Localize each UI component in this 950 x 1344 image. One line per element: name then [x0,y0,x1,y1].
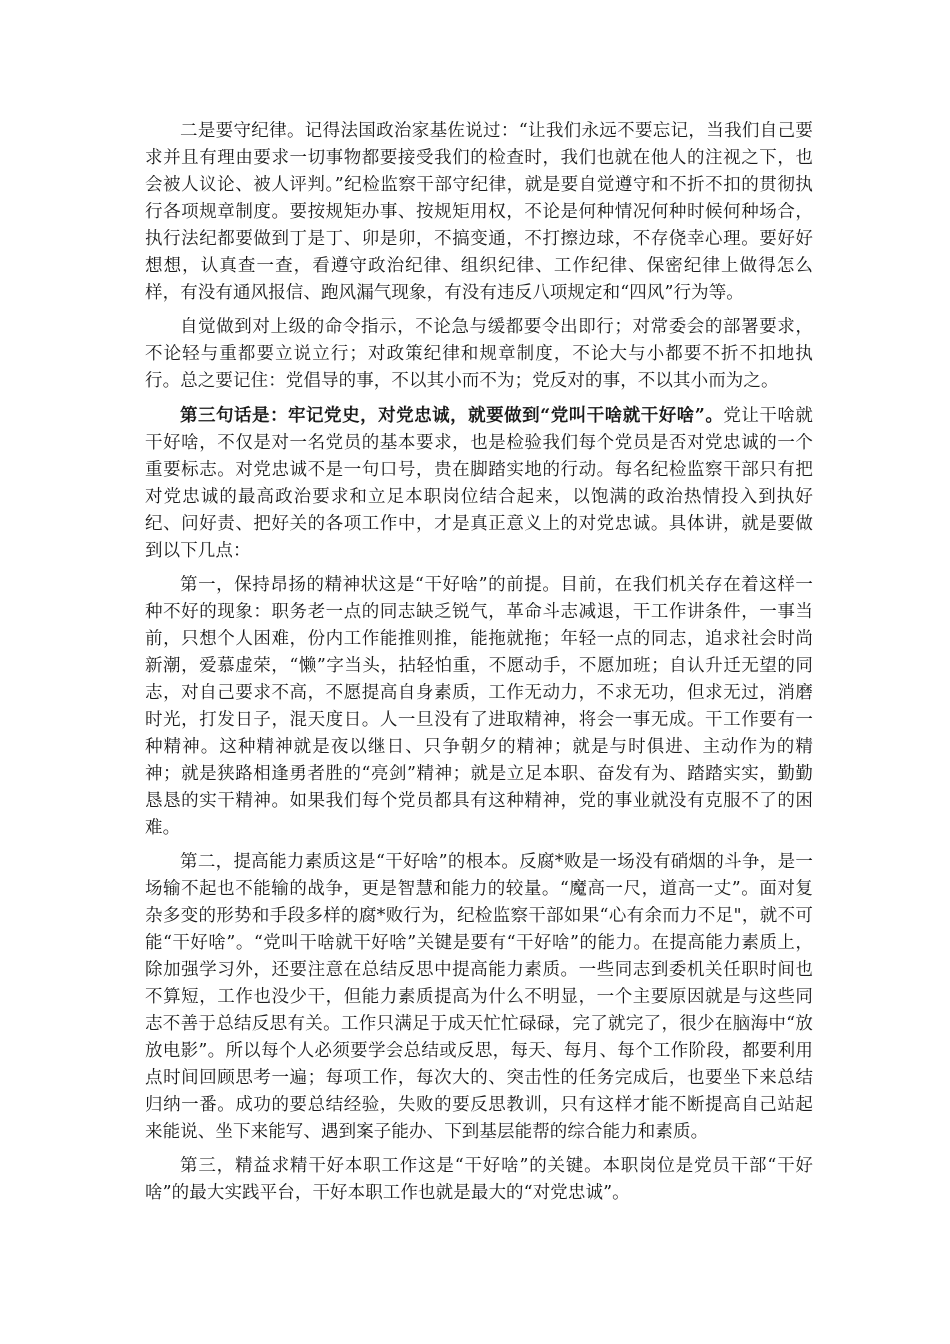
paragraph-first-spirit: 第一，保持昂扬的精神状这是“干好啥”的前提。目前，在我们机关存在着这样一种不好的现象：职务老一点的同志缺乏锐气，革命斗志减退，干工作讲条件，一事当前，只想个人困难，份内工作能推则推，能拖就拖；年轻一点的同志，追求社会时尚新潮，爱慕虚荣，“懒”字当头，拈轻怕重，不愿动手，不愿加班；自认升迁无望的同志，对自己要求不高，不愿提高自身素质，工作无动力，不求无功，但求无过，消磨时光，打发日子，混天度日。人一旦没有了进取精神，将会一事无成。干工作要有一种精神。这种精神就是夜以继日、只争朝夕的精神；就是与时俱进、主动作为的精神；就是狭路相逢勇者胜的“亮剑”精神；就是立足本职、奋发有为、踏踏实实，勤勤恳恳的实干精神。如果我们每个党员都具有这种精神，党的事业就没有克服不了的困难。 [145,575,813,838]
paragraph-third-point-body: 党让干啥就干好啥，不仅是对一名党员的基本要求，也是检验我们每个党员是否对党忠诚的一个重要标志。对党忠诚不是一句口号，贵在脚踏实地的行动。每名纪检监察干部只有把对党忠诚的最高政治要求和立足本职岗位结合起来，以饱满的政治热情投入到执好纪、问好责、把好关的各项工作中，才是真正意义上的对党忠诚。具体讲，就是要做到以下几点： [145,406,814,561]
paragraph-second-ability: 第二，提高能力素质这是“干好啥”的根本。反腐*败是一场没有硝烟的斗争，是一场输不起也不能输的战争，更是智慧和能力的较量。“魔高一尺，道高一丈”。面对复杂多变的形势和手段多样的腐*败行为，纪检监察干部如果“心有余而力不足"，就不可能“干好啥”。“党叫干啥就干好啥”关键是要有“干好啥”的能力。在提高能力素质上，除加强学习外，还要注意在总结反思中提高能力素质。一些同志到委机关任职时间也不算短，工作也没少干，但能力素质提高为什么不明显，一个主要原因就是与这些同志不善于总结反思有关。工作只满足于成天忙忙碌碌，完了就完了，很少在脑海中“放放电影”。所以每个人必须要学会总结或反思，每天、每月、每个工作阶段，都要利用点时间回顾思考一遍；每项工作，每次大的、突击性的任务完成后，也要坐下来总结归纳一番。成功的要总结经验，失败的要反思教训，只有这样才能不断提高自己站起来能说、坐下来能写、遇到案子能办、下到基层能帮的综合能力和素质。 [145,852,813,1142]
paragraph-third-point [145,403,813,565]
paragraph-third-duty: 第三，精益求精干好本职工作这是“干好啥”的关键。本职岗位是党员干部“干好啥”的最大实践平台，干好本职工作也就是最大的“对党忠诚”。 [145,1156,813,1203]
document-page [145,118,813,1214]
paragraph-obey-orders: 自觉做到对上级的命令指示，不论急与缓都要令出即行；对常委会的部署要求，不论轻与重都要立说立行；对政策纪律和规章制度，不论大与小都要不折不扣地执行。总之要记住：党倡导的事，不以其小而不为；党反对的事，不以其小而为之。 [145,317,813,391]
paragraph-bold-lead: 第三句话是：牢记党史，对党忠诚，就要做到“党叫干啥就干好啥”。 [180,406,724,426]
paragraph-discipline: 二是要守纪律。记得法国政治家基佐说过：“让我们永远不要忘记，当我们自己要求并且有理由要求一切事物都要接受我们的检查时，我们也就在他人的注视之下，也会被人议论、被人评判。”纪检监察干部守纪律，就是要自觉遵守和不折不扣的贯彻执行各项规章制度。要按规矩办事、按规矩用权，不论是何种情况何种时候何种场合，执行法纪都要做到丁是丁、卯是卯，不搞变通，不打擦边球，不存侥幸心理。要好好想想，认真查一查，看遵守政治纪律、组织纪律、工作纪律、保密纪律上做得怎么样，有没有通风报信、跑风漏气现象，有没有违反八项规定和“四风”行为等。 [145,121,813,303]
